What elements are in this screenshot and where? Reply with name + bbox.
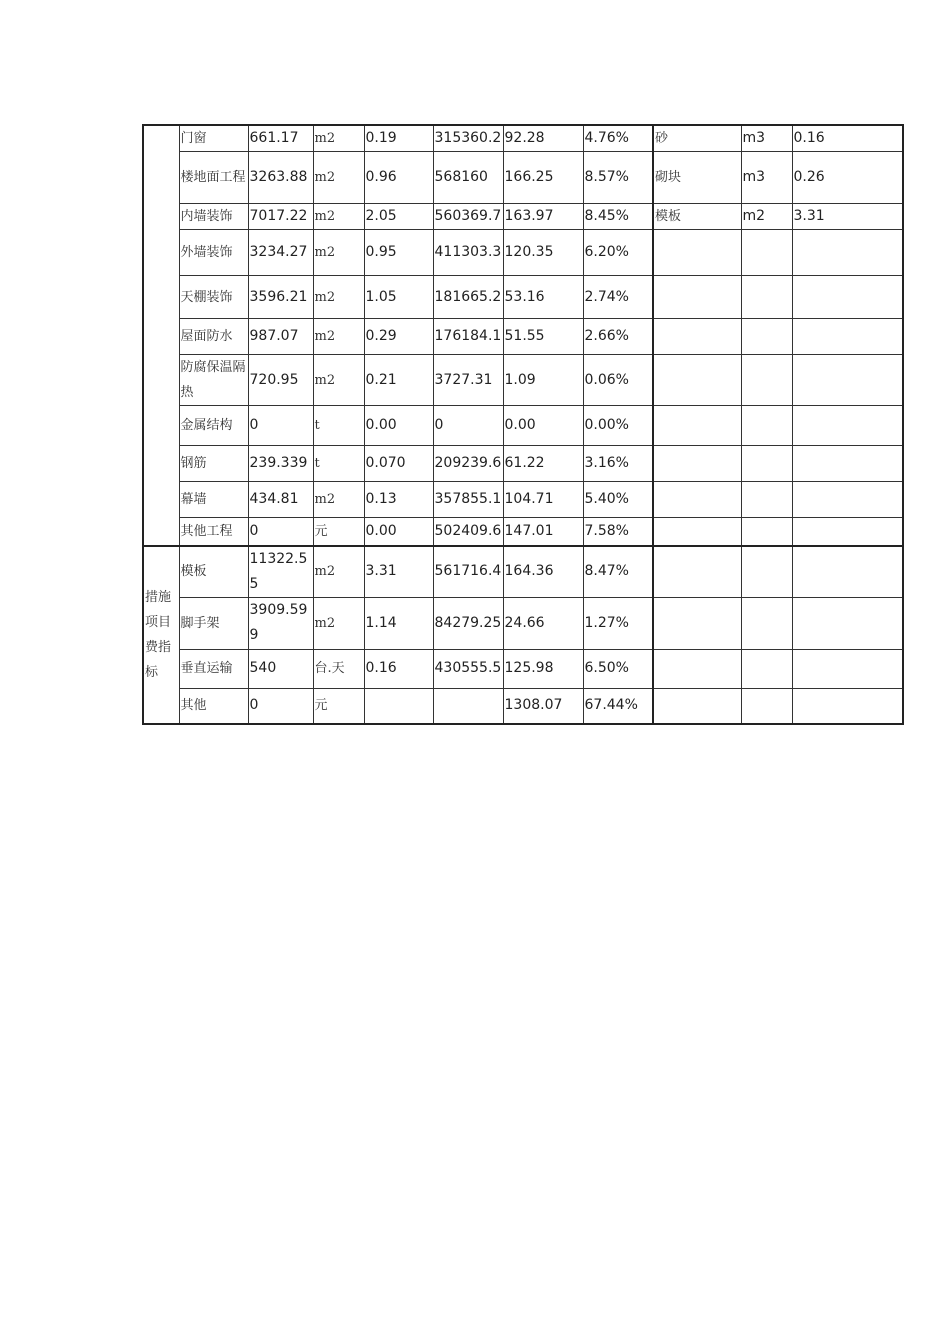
table-row xyxy=(143,230,903,276)
table-cell: 1.27% xyxy=(583,597,653,649)
table-cell: m2 xyxy=(313,482,364,518)
table-row xyxy=(143,688,903,724)
table-cell: 120.35 xyxy=(503,230,583,276)
group-label-cell xyxy=(143,125,179,546)
table-row xyxy=(143,319,903,355)
table-cell: 8.47% xyxy=(583,546,653,598)
table-cell xyxy=(433,688,503,724)
table-cell xyxy=(792,276,903,319)
table-cell: 7017.22 xyxy=(248,204,313,230)
table-cell: m2 xyxy=(313,319,364,355)
table-cell: 67.44% xyxy=(583,688,653,724)
table-cell: 239.339 xyxy=(248,446,313,482)
table-cell: 166.25 xyxy=(503,152,583,204)
table-cell: 台.天 xyxy=(313,649,364,688)
table-row xyxy=(143,597,903,649)
table-cell: 2.74% xyxy=(583,276,653,319)
table-cell: 1.09 xyxy=(503,355,583,406)
table-cell: 屋面防水 xyxy=(179,319,248,355)
table-cell xyxy=(653,406,741,446)
table-cell: 3.31 xyxy=(792,204,903,230)
table-cell: 7.58% xyxy=(583,518,653,546)
table-cell: 外墙装饰 xyxy=(179,230,248,276)
table-cell: 0.29 xyxy=(364,319,433,355)
table-cell: 51.55 xyxy=(503,319,583,355)
table-cell xyxy=(653,319,741,355)
table-cell: 5.40% xyxy=(583,482,653,518)
table-cell: t xyxy=(313,446,364,482)
table-cell: 104.71 xyxy=(503,482,583,518)
table-cell: 53.16 xyxy=(503,276,583,319)
table-row xyxy=(143,406,903,446)
table-cell: 0.26 xyxy=(792,152,903,204)
table-cell: 560369.7 xyxy=(433,204,503,230)
table-cell xyxy=(741,546,792,598)
table-cell xyxy=(653,518,741,546)
table-cell: 防腐保温隔热 xyxy=(179,355,248,406)
table-row xyxy=(143,518,903,546)
table-cell xyxy=(741,355,792,406)
table-cell: m2 xyxy=(313,230,364,276)
table-cell: 568160 xyxy=(433,152,503,204)
table-cell: 幕墙 xyxy=(179,482,248,518)
table-cell: m2 xyxy=(313,125,364,152)
table-cell: 502409.6 xyxy=(433,518,503,546)
table-cell xyxy=(792,482,903,518)
table-cell: 987.07 xyxy=(248,319,313,355)
table-cell: 0.19 xyxy=(364,125,433,152)
table-cell: 0.06% xyxy=(583,355,653,406)
table-cell xyxy=(741,319,792,355)
table-cell: m2 xyxy=(313,355,364,406)
table-cell: t xyxy=(313,406,364,446)
table-cell: 125.98 xyxy=(503,649,583,688)
table-cell: 0.070 xyxy=(364,446,433,482)
table-row xyxy=(143,482,903,518)
table-cell: 3.31 xyxy=(364,546,433,598)
table-cell xyxy=(792,319,903,355)
table-cell: 0.00 xyxy=(364,406,433,446)
table-cell: 4.76% xyxy=(583,125,653,152)
table-row xyxy=(143,446,903,482)
table-cell: m2 xyxy=(741,204,792,230)
table-cell xyxy=(792,688,903,724)
table-cell: 内墙装饰 xyxy=(179,204,248,230)
table-cell: 0.00% xyxy=(583,406,653,446)
group-label-cell: 措施项目费指标 xyxy=(143,546,179,725)
table-cell: 门窗 xyxy=(179,125,248,152)
table-cell xyxy=(792,446,903,482)
table-cell: 6.50% xyxy=(583,649,653,688)
table-cell: 176184.1 xyxy=(433,319,503,355)
table-row xyxy=(143,276,903,319)
table-cell: 434.81 xyxy=(248,482,313,518)
table-cell xyxy=(792,546,903,598)
table-cell xyxy=(792,518,903,546)
table-cell: 430555.5 xyxy=(433,649,503,688)
table-cell: 0.00 xyxy=(503,406,583,446)
table-cell xyxy=(792,355,903,406)
table-cell: 0.16 xyxy=(364,649,433,688)
table-cell: 垂直运输 xyxy=(179,649,248,688)
table-cell: 540 xyxy=(248,649,313,688)
table-cell: 1.14 xyxy=(364,597,433,649)
table-cell: 0 xyxy=(433,406,503,446)
table-cell: 3234.27 xyxy=(248,230,313,276)
table-cell: 8.57% xyxy=(583,152,653,204)
table-cell: 砂 xyxy=(653,125,741,152)
table-cell: 11322.55 xyxy=(248,546,313,598)
table-cell: 脚手架 xyxy=(179,597,248,649)
table-cell: 0 xyxy=(248,406,313,446)
table-cell xyxy=(653,446,741,482)
table-cell: 2.05 xyxy=(364,204,433,230)
table-cell: 84279.25 xyxy=(433,597,503,649)
table-cell: 0.13 xyxy=(364,482,433,518)
table-cell: 8.45% xyxy=(583,204,653,230)
table-cell: 164.36 xyxy=(503,546,583,598)
table-cell: 209239.6 xyxy=(433,446,503,482)
table-cell: 其他工程 xyxy=(179,518,248,546)
table-cell: 0 xyxy=(248,688,313,724)
table-cell xyxy=(653,688,741,724)
table-row xyxy=(143,125,903,152)
table-cell xyxy=(741,230,792,276)
table-cell: m2 xyxy=(313,597,364,649)
table-cell xyxy=(741,688,792,724)
table-cell xyxy=(741,649,792,688)
table-cell: 元 xyxy=(313,688,364,724)
table-cell: 0 xyxy=(248,518,313,546)
table-cell: m2 xyxy=(313,204,364,230)
table-cell: 3596.21 xyxy=(248,276,313,319)
table-cell: 3909.599 xyxy=(248,597,313,649)
table-cell xyxy=(653,597,741,649)
table-cell xyxy=(653,546,741,598)
table-cell xyxy=(741,276,792,319)
table-cell: 1308.07 xyxy=(503,688,583,724)
table-cell: m2 xyxy=(313,276,364,319)
table-cell: 661.17 xyxy=(248,125,313,152)
table-cell: 181665.2 xyxy=(433,276,503,319)
table-cell xyxy=(364,688,433,724)
table-cell: 0.21 xyxy=(364,355,433,406)
table-row xyxy=(143,649,903,688)
table-cell: 1.05 xyxy=(364,276,433,319)
table-cell: m2 xyxy=(313,152,364,204)
table-cell xyxy=(741,518,792,546)
table-cell: 6.20% xyxy=(583,230,653,276)
table-cell xyxy=(653,649,741,688)
table-cell: 24.66 xyxy=(503,597,583,649)
section-measure-items xyxy=(143,546,903,725)
table-cell xyxy=(741,597,792,649)
table-cell xyxy=(741,482,792,518)
table-cell: 3.16% xyxy=(583,446,653,482)
table-cell xyxy=(653,482,741,518)
table-cell: 模板 xyxy=(179,546,248,598)
table-cell: 元 xyxy=(313,518,364,546)
table-cell: 楼地面工程 xyxy=(179,152,248,204)
table-cell xyxy=(792,230,903,276)
table-cell: 0.16 xyxy=(792,125,903,152)
table-cell: 0.96 xyxy=(364,152,433,204)
table-cell: 92.28 xyxy=(503,125,583,152)
table-cell xyxy=(653,276,741,319)
table-cell xyxy=(792,597,903,649)
table-cell xyxy=(741,406,792,446)
table-cell: 3727.31 xyxy=(433,355,503,406)
table-cell: 砌块 xyxy=(653,152,741,204)
table-cell: m3 xyxy=(741,152,792,204)
table-cell xyxy=(792,649,903,688)
table-cell: 3263.88 xyxy=(248,152,313,204)
table-cell xyxy=(653,230,741,276)
table-row xyxy=(143,546,903,598)
table-cell: 2.66% xyxy=(583,319,653,355)
table-row xyxy=(143,355,903,406)
table-row xyxy=(143,204,903,230)
table-cell: 其他 xyxy=(179,688,248,724)
table-cell: 720.95 xyxy=(248,355,313,406)
table-cell: 61.22 xyxy=(503,446,583,482)
table-cell: 147.01 xyxy=(503,518,583,546)
table-cell xyxy=(741,446,792,482)
section-entity-items xyxy=(143,125,903,546)
table-cell: 561716.4 xyxy=(433,546,503,598)
table-cell: 钢筋 xyxy=(179,446,248,482)
table-cell: 天棚装饰 xyxy=(179,276,248,319)
table-cell: 模板 xyxy=(653,204,741,230)
table-cell: 0.95 xyxy=(364,230,433,276)
table-cell: 411303.3 xyxy=(433,230,503,276)
table-row xyxy=(143,152,903,204)
table-cell: 357855.1 xyxy=(433,482,503,518)
table-cell: 315360.2 xyxy=(433,125,503,152)
table-cell: m3 xyxy=(741,125,792,152)
table-cell: m2 xyxy=(313,546,364,598)
table-cell: 163.97 xyxy=(503,204,583,230)
table-cell xyxy=(653,355,741,406)
table-cell: 0.00 xyxy=(364,518,433,546)
cost-index-table xyxy=(142,124,904,725)
table-cell: 金属结构 xyxy=(179,406,248,446)
table-cell xyxy=(792,406,903,446)
